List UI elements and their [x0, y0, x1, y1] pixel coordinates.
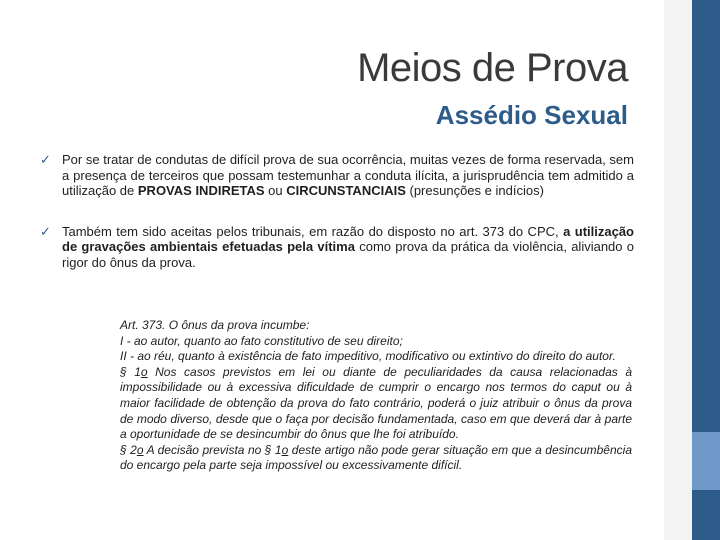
sidebar-main-bar — [692, 0, 720, 432]
slide-subtitle: Assédio Sexual — [435, 100, 628, 130]
paragraph-2-ordinal: o — [136, 442, 144, 457]
bullet-text: Também tem sido aceitas pelos tribunais, em razão do disposto no art. 373 do CPC, — [62, 223, 564, 239]
paragraph-2-text-b: deste artigo não pode gerar situação em que a desincumbência do encargo pela parte seja impossível ou excessivamente difícil. — [120, 442, 632, 473]
citation-paragraph-1 — [120, 365, 632, 443]
slide-title: Meios de Prova — [357, 46, 628, 90]
bullet-bold: a utilização de gravações ambientais efetuadas pela vítima — [62, 223, 634, 254]
paragraph-1-ordinal: o — [140, 364, 148, 379]
sidebar-bottom-bar — [692, 490, 720, 540]
bullet-bold: CIRCUNSTANCIAIS — [286, 183, 406, 198]
bullet-item-indirect-evidence — [40, 152, 634, 199]
citation-item-1: I - ao autor, quanto ao fato constitutivo de seu direito; — [120, 333, 403, 348]
sidebar-accent-block — [692, 432, 720, 490]
bullet-bold: PROVAS INDIRETAS — [137, 183, 265, 198]
sidebar-light-strip — [664, 0, 692, 540]
legal-citation — [120, 318, 632, 474]
citation-heading: Art. 373. O ônus da prova incumbe: — [120, 318, 310, 332]
bullet-list — [40, 152, 634, 270]
citation-paragraph-2 — [120, 443, 632, 474]
bullet-text: ou — [264, 183, 287, 198]
paragraph-1-prefix: § 1 — [120, 364, 141, 379]
check-mark-icon: ✓ — [40, 223, 51, 239]
paragraph-2-prefix: § 2 — [120, 442, 137, 457]
paragraph-2-ordinal-b: o — [281, 442, 289, 457]
bullet-text: como prova da prática da violência, aliviando o rigor do ônus da prova. — [62, 239, 634, 270]
bullet-text: Por se tratar de condutas de difícil prova de sua ocorrência, muitas vezes de forma reservada, sem a presença de terceiros que possam testemunhar a conduta ilícita, a jurisprudência tem admitido a utilização de — [62, 152, 634, 198]
paragraph-1-text: Nos casos previstos em lei ou diante de peculiaridades da causa relacionadas à impossibilidade ou à excessiva dificuldade de cumprir o encargo nos termos do caput ou à maior facilidade de obtenção da prova do fato contrário, poderá o juiz atribuir o ônus da prova de modo diverso, desde que o faça por decisão fundamentada, caso em que deverá dar à parte a oportunidade de se desincumbir do ônus que lhe foi atribuído. — [120, 364, 632, 442]
citation-item-2: II - ao réu, quanto à existência de fato impeditivo, modificativo ou extintivo do direito do autor. — [120, 349, 616, 364]
bullet-item-recordings — [40, 224, 634, 271]
bullet-text: (presunções e indícios) — [405, 183, 544, 198]
paragraph-2-text-a: A decisão prevista no § 1 — [143, 442, 282, 457]
check-mark-icon: ✓ — [40, 152, 51, 167]
